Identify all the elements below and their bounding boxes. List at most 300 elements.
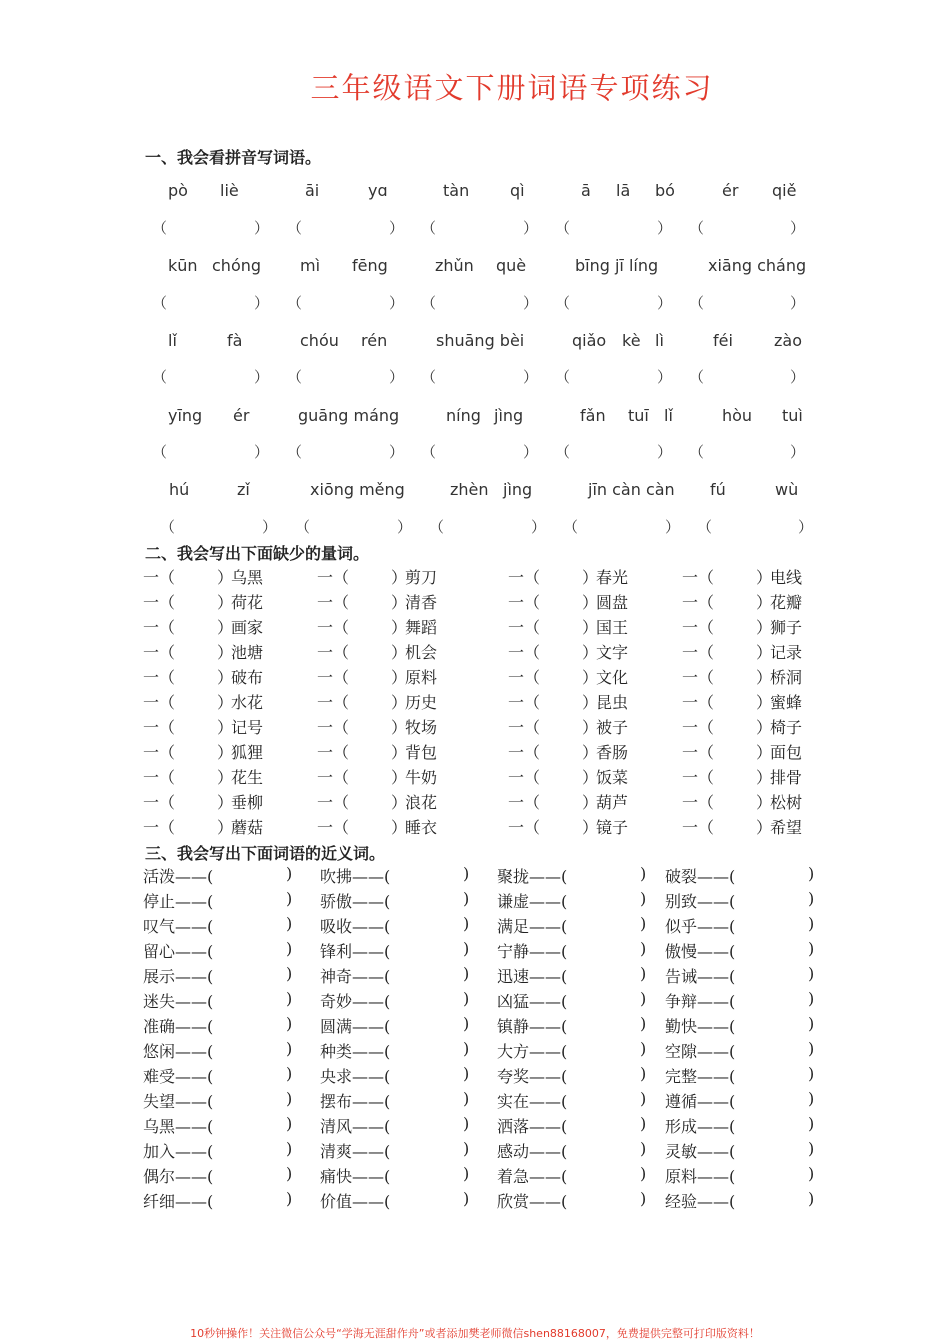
measure-answer-close[interactable]: ） xyxy=(391,793,408,812)
synonym-answer-close[interactable]: ) xyxy=(640,864,647,883)
synonym-word: 吹拂 xyxy=(320,867,353,886)
synonym-dash: ——( xyxy=(352,1142,391,1161)
synonym-item xyxy=(665,964,815,987)
synonym-answer-close[interactable]: ) xyxy=(463,1189,470,1208)
synonym-word: 争辩 xyxy=(665,992,698,1011)
measure-prefix: 一（ xyxy=(508,693,541,712)
synonym-answer-close[interactable]: ) xyxy=(286,1114,293,1133)
measure-word: 牛奶 xyxy=(405,768,438,787)
measure-prefix: 一（ xyxy=(682,793,715,812)
synonym-answer-close[interactable]: ) xyxy=(640,1139,647,1158)
synonym-dash: ——( xyxy=(529,1167,568,1186)
synonym-answer-close[interactable]: ) xyxy=(808,1189,815,1208)
measure-answer-close[interactable]: ） xyxy=(391,618,408,637)
synonym-word: 清风 xyxy=(320,1117,353,1136)
synonym-item xyxy=(665,864,815,887)
measure-answer-close[interactable]: ） xyxy=(217,718,234,737)
synonym-item xyxy=(497,939,647,962)
measure-prefix: 一（ xyxy=(143,693,176,712)
synonym-word: 夸奖 xyxy=(497,1067,530,1086)
answer-paren-close: ） xyxy=(262,518,278,536)
pinyin-syllable: kūn xyxy=(168,256,198,275)
synonym-dash: ——( xyxy=(697,1017,736,1036)
synonym-item xyxy=(497,1164,647,1187)
synonym-dash: ——( xyxy=(175,1192,214,1211)
answer-paren-open[interactable]: （ xyxy=(555,294,571,312)
synonym-word: 似乎 xyxy=(665,917,698,936)
answer-paren-close: ） xyxy=(523,294,539,312)
synonym-answer-close[interactable]: ) xyxy=(286,1039,293,1058)
synonym-answer-close[interactable]: ) xyxy=(808,889,815,908)
measure-word: 希望 xyxy=(770,818,803,837)
answer-paren-close: ） xyxy=(523,368,539,386)
pinyin-syllable: qì xyxy=(510,181,525,200)
measure-answer-close[interactable]: ） xyxy=(756,568,773,587)
synonym-word: 谦虚 xyxy=(497,892,530,911)
pinyin-syllable: zǐ xyxy=(237,480,250,499)
measure-answer-close[interactable]: ） xyxy=(756,718,773,737)
synonym-answer-close[interactable]: ) xyxy=(808,1014,815,1033)
measure-answer-close[interactable]: ） xyxy=(217,643,234,662)
synonym-answer-close[interactable]: ) xyxy=(286,1164,293,1183)
measure-answer-close[interactable]: ） xyxy=(756,668,773,687)
synonym-dash: ——( xyxy=(529,1192,568,1211)
synonym-word: 破裂 xyxy=(665,867,698,886)
measure-word: 面包 xyxy=(770,743,803,762)
measure-answer-close[interactable]: ） xyxy=(217,618,234,637)
synonym-word: 骄傲 xyxy=(320,892,353,911)
measure-answer-close[interactable]: ） xyxy=(582,668,599,687)
measure-prefix: 一（ xyxy=(317,568,350,587)
synonym-answer-close[interactable]: ) xyxy=(286,864,293,883)
synonym-item xyxy=(497,1064,647,1087)
answer-paren-open[interactable]: （ xyxy=(421,368,437,386)
synonym-item xyxy=(665,1114,815,1137)
answer-paren-open[interactable]: （ xyxy=(421,443,437,461)
synonym-answer-close[interactable]: ) xyxy=(286,1064,293,1083)
synonym-word: 清爽 xyxy=(320,1142,353,1161)
measure-prefix: 一（ xyxy=(508,618,541,637)
answer-paren-open[interactable]: （ xyxy=(563,518,579,536)
synonym-dash: ——( xyxy=(175,1117,214,1136)
measure-answer-close[interactable]: ） xyxy=(391,568,408,587)
measure-prefix: 一（ xyxy=(682,593,715,612)
measure-word: 浪花 xyxy=(405,793,438,812)
synonym-dash: ——( xyxy=(352,1117,391,1136)
synonym-answer-close[interactable]: ) xyxy=(463,964,470,983)
synonym-answer-close[interactable]: ) xyxy=(286,964,293,983)
pinyin-syllable: què xyxy=(496,256,527,275)
synonym-item xyxy=(665,1189,815,1212)
measure-word: 机会 xyxy=(405,643,438,662)
synonym-answer-close[interactable]: ) xyxy=(808,1139,815,1158)
measure-prefix: 一（ xyxy=(317,643,350,662)
synonym-word: 难受 xyxy=(143,1067,176,1086)
answer-paren-open[interactable]: （ xyxy=(152,294,168,312)
answer-paren-open[interactable]: （ xyxy=(160,518,176,536)
measure-prefix: 一（ xyxy=(682,718,715,737)
synonym-item xyxy=(143,989,293,1012)
measure-prefix: 一（ xyxy=(317,743,350,762)
pinyin-syllable: zào xyxy=(774,331,802,350)
synonym-item xyxy=(143,939,293,962)
synonym-item xyxy=(320,864,470,887)
measure-word: 松树 xyxy=(770,793,803,812)
measure-word: 葫芦 xyxy=(596,793,629,812)
pinyin-syllable: mì xyxy=(300,256,321,275)
pinyin-syllable: zhǔn xyxy=(435,256,474,275)
synonym-dash: ——( xyxy=(697,992,736,1011)
synonym-word: 完整 xyxy=(665,1067,698,1086)
measure-prefix: 一（ xyxy=(317,768,350,787)
measure-prefix: 一（ xyxy=(682,643,715,662)
answer-paren-open[interactable]: （ xyxy=(421,294,437,312)
measure-word: 蘑菇 xyxy=(231,818,264,837)
synonym-item xyxy=(497,1039,647,1062)
synonym-item xyxy=(320,1039,470,1062)
measure-word: 国王 xyxy=(596,618,629,637)
synonym-item xyxy=(320,889,470,912)
measure-answer-close[interactable]: ） xyxy=(391,693,408,712)
pinyin-syllable: qiě xyxy=(772,181,797,200)
synonym-word: 别致 xyxy=(665,892,698,911)
page-title: 三年级语文下册词语专项练习 xyxy=(310,71,714,105)
measure-answer-close[interactable]: ） xyxy=(217,568,234,587)
synonym-word: 空隙 xyxy=(665,1042,698,1061)
measure-prefix: 一（ xyxy=(143,793,176,812)
measure-prefix: 一（ xyxy=(682,568,715,587)
measure-answer-close[interactable]: ） xyxy=(756,593,773,612)
measure-answer-close[interactable]: ） xyxy=(391,818,408,837)
synonym-answer-close[interactable]: ) xyxy=(463,889,470,908)
pinyin-syllable: qiǎo xyxy=(572,331,607,350)
synonym-answer-close[interactable]: ) xyxy=(463,1089,470,1108)
synonym-item xyxy=(665,1164,815,1187)
synonym-dash: ——( xyxy=(352,967,391,986)
synonym-answer-close[interactable]: ) xyxy=(640,939,647,958)
measure-answer-close[interactable]: ） xyxy=(391,593,408,612)
synonym-item xyxy=(665,1014,815,1037)
measure-answer-close[interactable]: ） xyxy=(756,618,773,637)
synonym-answer-close[interactable]: ) xyxy=(286,1089,293,1108)
section-1-heading: 一、我会看拼音写词语。 xyxy=(145,148,322,167)
synonym-answer-close[interactable]: ) xyxy=(463,1114,470,1133)
synonym-answer-close[interactable]: ) xyxy=(463,1064,470,1083)
synonym-word: 活泼 xyxy=(143,867,176,886)
synonym-dash: ——( xyxy=(697,867,736,886)
measure-answer-close[interactable]: ） xyxy=(582,618,599,637)
measure-prefix: 一（ xyxy=(317,668,350,687)
answer-paren-open[interactable]: （ xyxy=(697,518,713,536)
synonym-dash: ——( xyxy=(529,917,568,936)
synonym-dash: ——( xyxy=(697,1142,736,1161)
measure-answer-close[interactable]: ） xyxy=(582,818,599,837)
measure-answer-close[interactable]: ） xyxy=(582,693,599,712)
answer-paren-close: ） xyxy=(389,294,405,312)
synonym-dash: ——( xyxy=(352,942,391,961)
synonym-answer-close[interactable]: ) xyxy=(808,1064,815,1083)
measure-answer-close[interactable]: ） xyxy=(756,818,773,837)
measure-word: 记号 xyxy=(231,718,264,737)
synonym-answer-close[interactable]: ) xyxy=(286,889,293,908)
synonym-answer-close[interactable]: ) xyxy=(286,1014,293,1033)
measure-prefix: 一（ xyxy=(143,768,176,787)
synonym-dash: ——( xyxy=(175,992,214,1011)
synonym-item xyxy=(320,989,470,1012)
measure-answer-close[interactable]: ） xyxy=(391,768,408,787)
answer-paren-open[interactable]: （ xyxy=(152,443,168,461)
synonym-dash: ——( xyxy=(352,1067,391,1086)
synonym-item xyxy=(320,1089,470,1112)
synonym-answer-close[interactable]: ) xyxy=(640,1189,647,1208)
synonym-item xyxy=(143,1139,293,1162)
measure-answer-close[interactable]: ） xyxy=(582,718,599,737)
synonym-answer-close[interactable]: ) xyxy=(640,889,647,908)
synonym-dash: ——( xyxy=(175,1017,214,1036)
answer-paren-open[interactable]: （ xyxy=(555,219,571,237)
pinyin-syllable: lǐ xyxy=(664,406,673,425)
measure-word: 饭菜 xyxy=(596,768,629,787)
answer-paren-open[interactable]: （ xyxy=(152,219,168,237)
measure-answer-close[interactable]: ） xyxy=(217,793,234,812)
answer-paren-close: ） xyxy=(790,219,806,237)
measure-word: 排骨 xyxy=(770,768,803,787)
synonym-item xyxy=(665,914,815,937)
synonym-dash: ——( xyxy=(175,1067,214,1086)
synonym-dash: ——( xyxy=(175,917,214,936)
measure-answer-close[interactable]: ） xyxy=(582,743,599,762)
pinyin-syllable: zhèn xyxy=(450,480,489,499)
synonym-dash: ——( xyxy=(175,1092,214,1111)
synonym-item xyxy=(665,989,815,1012)
synonym-item xyxy=(497,1139,647,1162)
synonym-item xyxy=(320,939,470,962)
synonym-answer-close[interactable]: ) xyxy=(640,964,647,983)
synonym-answer-close[interactable]: ) xyxy=(640,1114,647,1133)
measure-answer-close[interactable]: ） xyxy=(756,768,773,787)
answer-paren-open[interactable]: （ xyxy=(689,219,705,237)
synonym-word: 摆布 xyxy=(320,1092,353,1111)
measure-answer-close[interactable]: ） xyxy=(391,743,408,762)
synonym-item xyxy=(143,889,293,912)
synonym-answer-close[interactable]: ) xyxy=(463,1139,470,1158)
synonym-answer-close[interactable]: ) xyxy=(463,864,470,883)
measure-answer-close[interactable]: ） xyxy=(217,743,234,762)
synonym-answer-close[interactable]: ) xyxy=(640,1064,647,1083)
answer-paren-open[interactable]: （ xyxy=(689,368,705,386)
synonym-answer-close[interactable]: ) xyxy=(286,914,293,933)
synonym-item xyxy=(497,989,647,1012)
measure-word: 乌黑 xyxy=(231,568,264,587)
answer-paren-open[interactable]: （ xyxy=(555,368,571,386)
pinyin-syllable: lā xyxy=(616,181,631,200)
answer-paren-open[interactable]: （ xyxy=(287,219,303,237)
synonym-item xyxy=(320,914,470,937)
pinyin-syllable: xiāng cháng xyxy=(708,256,807,275)
synonym-answer-close[interactable]: ) xyxy=(640,1089,647,1108)
synonym-item xyxy=(497,964,647,987)
measure-answer-close[interactable]: ） xyxy=(217,768,234,787)
synonym-word: 吸收 xyxy=(320,917,353,936)
synonym-answer-close[interactable]: ) xyxy=(808,1114,815,1133)
measure-answer-close[interactable]: ） xyxy=(756,693,773,712)
synonym-item xyxy=(143,1064,293,1087)
synonym-answer-close[interactable]: ) xyxy=(286,1139,293,1158)
answer-paren-open[interactable]: （ xyxy=(689,294,705,312)
answer-paren-open[interactable]: （ xyxy=(287,368,303,386)
synonym-item xyxy=(320,1114,470,1137)
pinyin-syllable: pò xyxy=(168,181,188,200)
synonym-word: 傲慢 xyxy=(665,942,698,961)
synonym-word: 偶尔 xyxy=(143,1167,176,1186)
synonym-answer-close[interactable]: ) xyxy=(463,1039,470,1058)
answer-paren-open[interactable]: （ xyxy=(287,443,303,461)
answer-paren-open[interactable]: （ xyxy=(429,518,445,536)
synonym-dash: ——( xyxy=(697,1192,736,1211)
synonym-answer-close[interactable]: ) xyxy=(640,1039,647,1058)
synonym-answer-close[interactable]: ) xyxy=(808,1089,815,1108)
synonym-dash: ——( xyxy=(175,1142,214,1161)
answer-paren-close: ） xyxy=(798,518,814,536)
synonym-answer-close[interactable]: ) xyxy=(808,864,815,883)
synonym-answer-close[interactable]: ) xyxy=(640,989,647,1008)
measure-answer-close[interactable]: ） xyxy=(756,793,773,812)
measure-answer-close[interactable]: ） xyxy=(582,643,599,662)
measure-answer-close[interactable]: ） xyxy=(756,743,773,762)
measure-prefix: 一（ xyxy=(317,718,350,737)
synonym-item xyxy=(320,1139,470,1162)
synonym-answer-close[interactable]: ) xyxy=(463,1014,470,1033)
pinyin-syllable: guāng máng xyxy=(298,406,400,425)
measure-answer-close[interactable]: ） xyxy=(391,668,408,687)
measure-answer-close[interactable]: ） xyxy=(582,568,599,587)
answer-paren-close: ） xyxy=(389,219,405,237)
measure-prefix: 一（ xyxy=(508,668,541,687)
synonym-answer-close[interactable]: ) xyxy=(808,964,815,983)
measure-answer-close[interactable]: ） xyxy=(582,793,599,812)
synonym-answer-close[interactable]: ) xyxy=(808,1164,815,1183)
synonym-answer-close[interactable]: ) xyxy=(463,939,470,958)
measure-answer-close[interactable]: ） xyxy=(756,643,773,662)
pinyin-syllable: jìng xyxy=(494,406,524,425)
measure-prefix: 一（ xyxy=(508,718,541,737)
measure-word: 原料 xyxy=(405,668,438,687)
pinyin-syllable: bó xyxy=(655,181,675,200)
measure-answer-close[interactable]: ） xyxy=(582,593,599,612)
measure-prefix: 一（ xyxy=(143,668,176,687)
synonym-answer-close[interactable]: ) xyxy=(463,914,470,933)
answer-paren-close: ） xyxy=(657,294,673,312)
measure-word: 背包 xyxy=(405,743,438,762)
measure-prefix: 一（ xyxy=(317,793,350,812)
synonym-answer-close[interactable]: ) xyxy=(640,1014,647,1033)
synonym-item xyxy=(143,1164,293,1187)
synonym-item xyxy=(143,1039,293,1062)
answer-paren-close: ） xyxy=(665,518,681,536)
synonym-word: 痛快 xyxy=(320,1167,353,1186)
measure-word: 画家 xyxy=(231,618,264,637)
synonym-word: 遵循 xyxy=(665,1092,698,1111)
answer-paren-close: ） xyxy=(657,368,673,386)
measure-prefix: 一（ xyxy=(143,818,176,837)
measure-prefix: 一（ xyxy=(682,693,715,712)
answer-paren-open[interactable]: （ xyxy=(421,219,437,237)
pinyin-syllable: hòu xyxy=(722,406,753,425)
pinyin-syllable: jīn càn càn xyxy=(588,480,675,499)
synonym-word: 大方 xyxy=(497,1042,530,1061)
answer-paren-open[interactable]: （ xyxy=(152,368,168,386)
synonym-dash: ——( xyxy=(175,942,214,961)
synonym-dash: ——( xyxy=(697,942,736,961)
measure-word: 昆虫 xyxy=(596,693,629,712)
answer-paren-open[interactable]: （ xyxy=(689,443,705,461)
synonym-word: 感动 xyxy=(497,1142,530,1161)
synonym-answer-close[interactable]: ) xyxy=(808,989,815,1008)
synonym-word: 形成 xyxy=(665,1117,698,1136)
synonym-dash: ——( xyxy=(352,992,391,1011)
synonym-answer-close[interactable]: ) xyxy=(640,914,647,933)
synonym-item xyxy=(497,914,647,937)
synonym-item xyxy=(320,1189,470,1212)
answer-paren-close: ） xyxy=(397,518,413,536)
measure-answer-close[interactable]: ） xyxy=(391,643,408,662)
answer-paren-close: ） xyxy=(254,368,270,386)
synonym-answer-close[interactable]: ) xyxy=(463,989,470,1008)
synonym-answer-close[interactable]: ) xyxy=(808,939,815,958)
measure-word: 破布 xyxy=(231,668,264,687)
measure-answer-close[interactable]: ） xyxy=(217,818,234,837)
measure-answer-close[interactable]: ） xyxy=(217,668,234,687)
synonym-item xyxy=(143,1189,293,1212)
measure-answer-close[interactable]: ） xyxy=(582,768,599,787)
synonym-answer-close[interactable]: ) xyxy=(808,914,815,933)
synonym-answer-close[interactable]: ) xyxy=(286,939,293,958)
measure-word: 圆盘 xyxy=(596,593,629,612)
synonym-word: 停止 xyxy=(143,892,176,911)
synonym-word: 凶猛 xyxy=(497,992,530,1011)
synonym-answer-close[interactable]: ) xyxy=(286,989,293,1008)
synonym-answer-close[interactable]: ) xyxy=(463,1164,470,1183)
answer-paren-open[interactable]: （ xyxy=(295,518,311,536)
answer-paren-open[interactable]: （ xyxy=(555,443,571,461)
measure-word: 被子 xyxy=(596,718,629,737)
answer-paren-open[interactable]: （ xyxy=(287,294,303,312)
measure-answer-close[interactable]: ） xyxy=(217,593,234,612)
measure-answer-close[interactable]: ） xyxy=(217,693,234,712)
answer-paren-close: ） xyxy=(254,443,270,461)
measure-word: 记录 xyxy=(770,643,803,662)
synonym-word: 准确 xyxy=(143,1017,176,1036)
synonym-dash: ——( xyxy=(529,867,568,886)
measure-prefix: 一（ xyxy=(682,768,715,787)
synonym-item xyxy=(497,1114,647,1137)
synonym-word: 告诫 xyxy=(665,967,698,986)
measure-answer-close[interactable]: ） xyxy=(391,718,408,737)
synonym-dash: ——( xyxy=(352,1017,391,1036)
synonym-dash: ——( xyxy=(697,1042,736,1061)
synonym-dash: ——( xyxy=(697,1067,736,1086)
synonym-answer-close[interactable]: ) xyxy=(640,1164,647,1183)
synonym-item xyxy=(143,964,293,987)
synonym-answer-close[interactable]: ) xyxy=(286,1189,293,1208)
synonym-word: 勤快 xyxy=(665,1017,698,1036)
synonym-dash: ——( xyxy=(529,892,568,911)
synonym-item xyxy=(320,1164,470,1187)
synonym-answer-close[interactable]: ) xyxy=(808,1039,815,1058)
measure-word: 舞蹈 xyxy=(405,618,438,637)
synonym-item xyxy=(143,1114,293,1137)
pinyin-syllable: yɑ xyxy=(368,181,388,200)
